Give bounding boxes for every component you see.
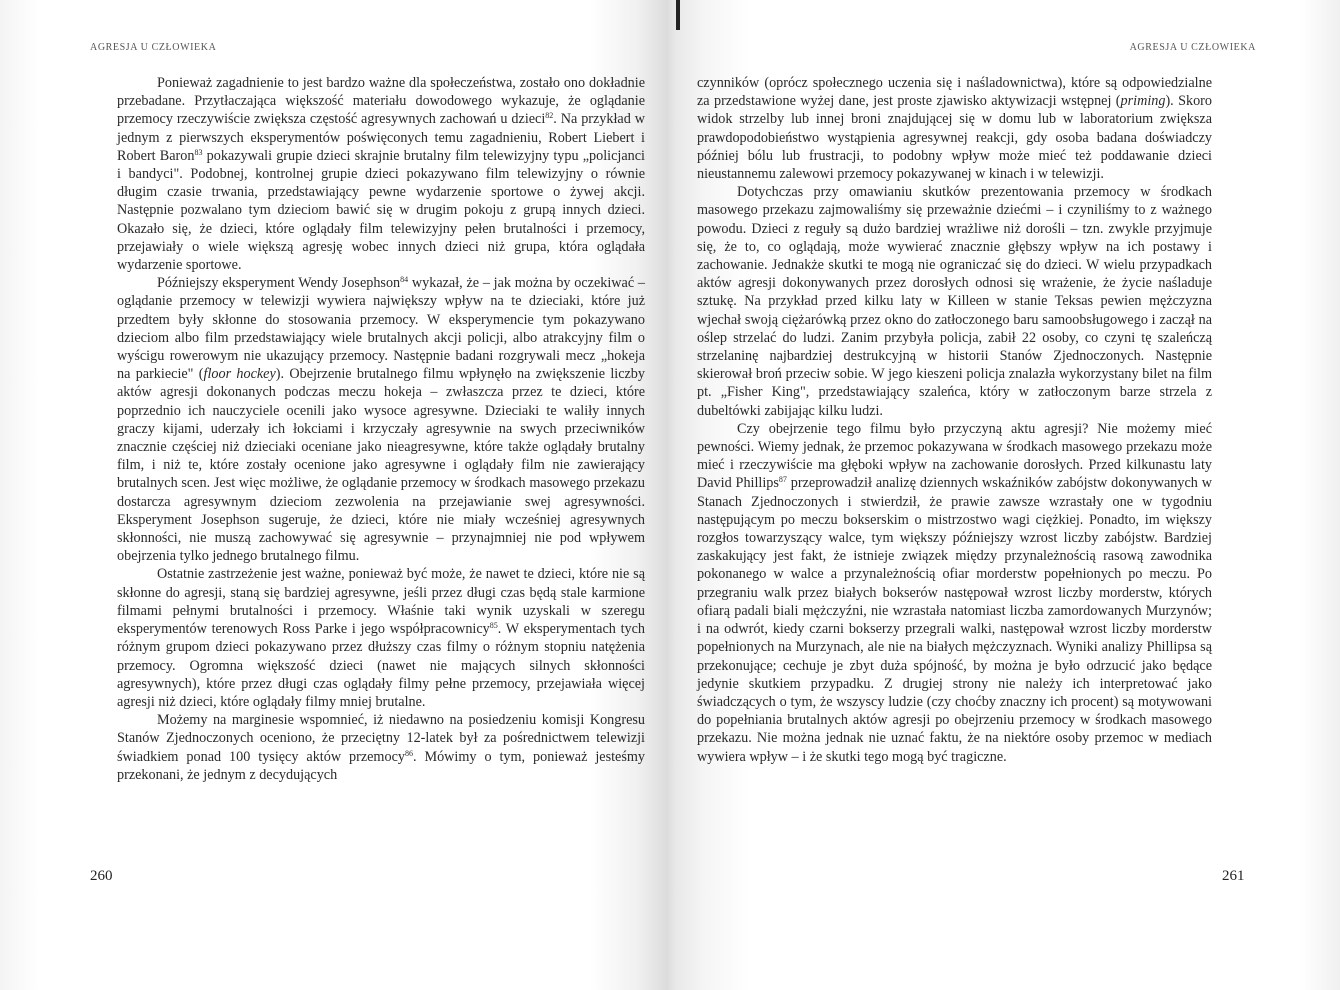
right-page-text	[697, 74, 1212, 766]
paragraph: Późniejszy eksperyment Wendy Josephson$^{84}$ wykazał, że – jak można by oczekiwać – oglądanie przemocy w telewizji wywiera największy wpływ na te dzieciaki, które już przedtem były skłonne do stosowania przemocy. W eksperymencie tym pokazywano dzieciom albo film przedstawiający wiele brutalnych akcji policji, albo atrakcyjny film o wyścigu rowerowym nie ukazujący przemocy. Następnie badani rozgrywali mecz „hokeja na parkiecie" (floor hockey). Obejrzenie brutalnego filmu wpłynęło na zwiększenie liczby aktów agresji dokonanych podczas meczu hokeja – zwłaszcza przez te dzieci, które poprzednio ich nauczyciele ocenili jako wysoce agresywne. Dzieciaki te waliły innych graczy kijami, uderzały ich łokciami i krzyczały agresywnie na swych przeciwników znacznie częściej niż dzieciaki oceniane jako nieagresywne, które także oglądały brutalny film, i niż te, które zostały ocenione jako agresywne i oglądały film nie zawierający brutalnych scen. Jest więc możliwe, że oglądanie przemocy w środkach masowego przekazu dostarcza agresywnym dzieciom zezwolenia na przejawianie swej agresywności. Eksperyment Josephson sugeruje, że dzieci, które nie miały wcześniej agresywnych skłonności, nie muszą zachowywać się agresywnie – przynajmniej nie pod wpływem obejrzenia tylko jednego brutalnego filmu.	[117, 275, 645, 565]
paragraph: Możemy na marginesie wspomnieć, iż niedawno na posiedzeniu komisji Kongresu Stanów Zjednoczonych oceniono, że przeciętny 12-latek był za pośrednictwem telewizji świadkiem ponad 100 tysięcy aktów przemocy$^{86}$. Mówimy o tym, ponieważ jesteśmy przekonani, że jednym z decydujących	[117, 712, 646, 783]
footnote-ref: 83	[194, 147, 203, 157]
book-gutter	[676, 0, 680, 30]
page-number-left: 260	[90, 868, 113, 884]
italic-term: floor hockey	[203, 366, 276, 383]
footnote-ref: 84	[400, 275, 409, 285]
footnote-ref: 85	[489, 621, 498, 631]
italic-term: priming	[1120, 93, 1166, 110]
page-number-right: 261	[1222, 868, 1245, 884]
paragraph: Ponieważ zagadnienie to jest bardzo ważne dla społeczeństwa, zostało ono dokładnie przebadane. Przytłaczająca większość materiału dowodowego wykazuje, że oglądanie przemocy rzeczywiście zwiększa częstość agresywnych zachowań u dzieci$^{82}$. Na przykład w jednym z pierwszych eksperymentów poświęconych temu zagadnieniu, Robert Liebert i Robert Baron$^{83}$ pokazywali grupie dzieci skrajnie brutalny film telewizyjny typu „policjanci i bandyci". Podobnej, kontrolnej grupie dzieci pokazywano film telewizyjny o równie długim czasie trwania, przedstawiający pewne wydarzenie sportowe o żywej akcji. Następnie pozwalano tym dzieciom bawić się w drugim pokoju z grupą innych dzieci. Okazało się, że dzieci, które oglądały film telewizyjny pełen brutalności i przemocy, przejawiały o wiele większą agresję wobec innych dzieci niż grupa, która oglądała wydarzenie sportowe.	[117, 75, 645, 274]
footnote-ref: 87	[778, 475, 787, 485]
footnote-ref: 82	[545, 111, 554, 121]
running-head-left: AGRESJA U CZŁOWIEKA	[90, 42, 217, 53]
left-page-text	[117, 74, 645, 784]
footnote-ref: 86	[404, 748, 413, 758]
paragraph: Czy obejrzenie tego filmu było przyczyną aktu agresji? Nie możemy mieć pewności. Wiemy jednak, że przemoc pokazywana w środkach masowego przekazu może mieć i rzeczywiście ma głęboki wpływ na zachowanie dorosłych. Przed kilkunastu laty David Phillips$^{87}$ przeprowadził analizę dziennych wskaźników zabójstw dokonywanych w Stanach Zjednoczonych i stwierdził, że prawie zawsze wzrastały one w tygodniu następującym po meczu bokserskim o mistrzostwo wagi ciężkiej. Ponadto, im większy rozgłos towarzyszący walce, tym większy późniejszy wzrost liczby zabójstw. Bardziej zaskakujący jest fakt, że istnieje związek między przynależnością rasową zawodnika pokonanego w walce a przynależnością ofiar morderstw popełnionych po meczu. Po przegraniu walk przez białych bokserów następował wzrost liczby morderstw, których ofiarą padali biali mężczyźni, nie wzrastała natomiast liczba zamordowanych Murzynów; i na odwrót, kiedy czarni bokserzy przegrali walki, następował wzrost liczby morderstw popełnionych na Murzynach, ale nie na białych mężczyznach. Wyniki analizy Phillipsa są przekonujące; cechuje je zbyt duża spójność, by można je było odrzucić jako będące jedynie skutkiem przypadku. Z drugiej strony nie należy ich interpretować jako świadczących o tym, że wszyscy ludzie (czy choćby znaczny ich procent) są motywowani do popełniania brutalnych aktów agresji po obejrzeniu przemocy w środkach masowego przekazu. Nie można jednak nie uznać faktu, że na niektóre osoby przemoc w mediach wywiera wpływ – i że skutki tego mogą być tragiczne.	[697, 420, 1212, 765]
paragraph: Ostatnie zastrzeżenie jest ważne, ponieważ być może, że nawet te dzieci, które nie są skłonne do agresji, staną się bardziej agresywne, jeśli przez długi czas będą stale karmione filmami pełnymi brutalności i przemocy. Właśnie taki wynik uzyskali w szeregu eksperymentów terenowych Ross Parke i jego współpracownicy$^{85}$. W eksperymentach tych różnym grupom dzieci pokazywano przez dłuższy czas filmy o różnym stopniu natężenia przemocy. Ogromna większość dzieci (nawet nie mających silnych skłonności agresywnych), które przez długi czas oglądały filmy pełne przemocy, przejawiała więcej agresji niż dzieci, które oglądały filmy mniej brutalne.	[117, 566, 645, 710]
paragraph: Dotychczas przy omawianiu skutków prezentowania przemocy w środkach masowego przekazu zajmowaliśmy się przeważnie dziećmi – i czyniliśmy to z ważnego powodu. Dzieci z reguły są dużo bardziej wrażliwe niż dorośli – tzn. zwykle przyjmuje się, że to, co oglądają, może wywierać znacznie głębszy wpływ na ich postawy i zachowanie. Jednakże skutki te mogą nie ograniczać się do dzieci. W wielu przypadkach aktów agresji dokonywanych przez dorosłych odnosi się wrażenie, że życie naśladuje sztukę. Na przykład przed kilku laty w Killeen w stanie Teksas pewien mężczyzna wjechał swoją ciężarówką przez okno do zatłoczonego baru samoobsługowego i zaczął na oślep strzelać do ludzi. Zanim przybyła policja, zabił 22 osoby, co czyni tę szaleńczą strzelaninę najbardziej destrukcyjną w historii Stanów Zjednoczonych. Następnie skierował broń przeciw sobie. W jego kieszeni policja znalazła wykorzystany bilet na film pt. „Fisher King", przedstawiający szaleńca, który w zatłoczonym barze strzela z dubeltówki zabijając kilku ludzi.	[697, 184, 1212, 419]
paragraph: czynników (oprócz społecznego uczenia się i naśladownictwa), które są odpowiedzialne za przedstawione wyżej dane, jest proste zjawisko aktywizacji wstępnej (priming). Skoro widok strzelby lub innej broni znajdującej się w domu lub w laboratorium zwiększa prawdopodobieństwo wystąpienia agresywnej reakcji, gdy osoba badana doświadczy później bólu lub frustracji, to podobny wpływ może mieć też poddawanie dzieci nieustannemu zalewowi przemocy pokazywanej w kinach i w telewizji.	[697, 75, 1213, 183]
running-head-right: AGRESJA U CZŁOWIEKA	[1129, 42, 1256, 53]
